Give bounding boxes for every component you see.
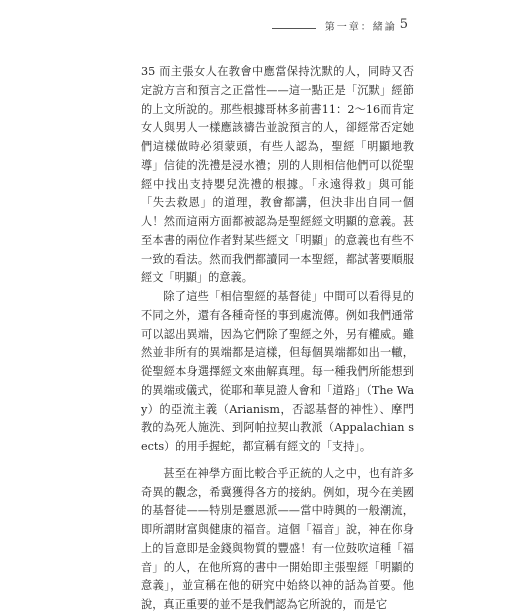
body-text (141, 63, 414, 615)
paragraph-1: 35 而主張女人在教會中應當保持沈默的人，同時又否定說方言和預言之正當性——這一點正是「沉默」經節的上文所說的。那些根據哥林多前書11：2～16而肯定女人與男人一樣應該禱告並說預言的人，卻經常否定她們這樣做時必須蒙頭，有些人認為，聖經「明顯地教導」信徒的洗禮是浸水禮；別的人則相信他們可以從聖經中找出支持嬰兒洗禮的根據。「永遠得救」與可能「失去救恩」的道理，教會都講，但決非出自同一個人！然而這兩方面都被認為是聖經經文明顯的意義。甚至本書的兩位作者對某些經文「明顯」的意義也有些不一致的看法。然而我們都讀同一本聖經，都試著要順服經文「明顯」的意義。 (141, 65, 414, 285)
chapter-title: 第一章：緒論 (324, 22, 397, 33)
paragraph-3: 甚至在神學方面比較合乎正統的人之中，也有許多奇異的觀念，希冀獲得各方的接納。例如，現今在美國的基督徒——特別是靈恩派——當中時興的一般潮流，即所謂財富與健康的福音。這個「福音」說，神在你身上的旨意即是金錢與物質的豐盛！有一位鼓吹這種「福音」的人，在他所寫的書中一開始即主張聖經「明顯的意義」，並宣稱在他的研究中始終以神的話為首要。他說，真正重要的並不是我們認為它所說的，而是它 (141, 466, 414, 611)
running-header (272, 17, 408, 36)
paragraph-2: 除了這些「相信聖經的基督徒」中間可以看得見的不同之外，還有各種奇怪的事到處流傳。例如我們通常可以認出異端，因為它們除了聖經之外，另有權威。雖然並非所有的異端都是這樣，但每個異端都如出一轍，從聖經本身選擇經文來曲解真理。每一種我們所能想到的異端或儀式，從耶和華見證人會和「道路」（The Way）的亞流主義（Arianism，否認基督的神性）、摩門教的為死人施洗、到阿帕拉契山教派（Appalachian sects）的用手握蛇，都宣稱有經文的「支持」。 (141, 290, 414, 453)
header-rule (272, 28, 316, 29)
page-number: 5 (399, 17, 408, 32)
